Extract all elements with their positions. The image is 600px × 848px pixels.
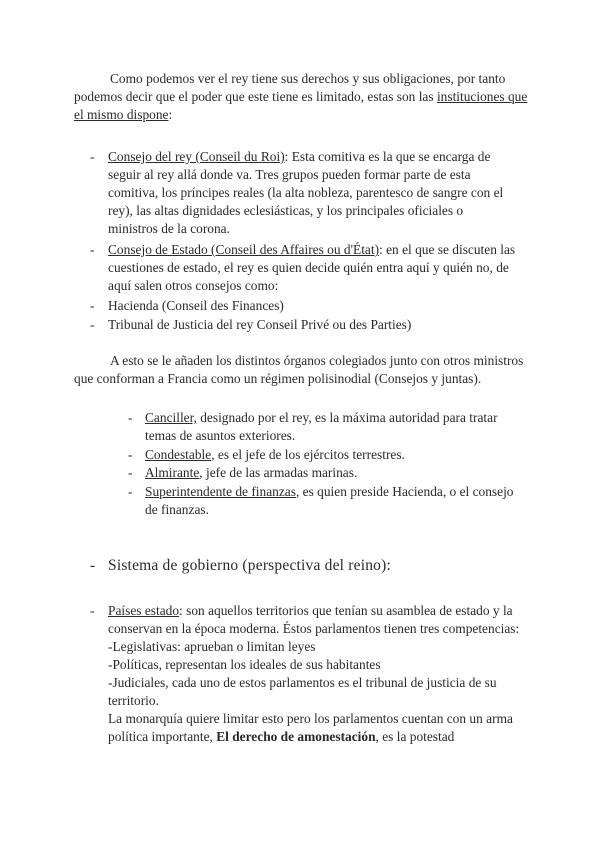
list-item-tribunal [108, 316, 528, 334]
list-dash: - [90, 298, 95, 313]
list-item-consejo-del-rey [108, 148, 513, 238]
closing-text: La monarquía quiere limitar esto pero los parlamentos cuentan con un arma política importante, [108, 711, 513, 744]
list-dash: - [128, 465, 133, 480]
closing-bold-term: El derecho de amonestación [216, 729, 376, 744]
list-item-text: : Esta comitiva es la que se encarga de seguir al rey allá donde va. Tres grupos pueden formar parte de esta comitiva, los príncipes reales (la alta nobleza, parentesco de sangre con el rey), las altas dignidades eclesiásticas, y los principales oficiales o ministros de la corona. [108, 149, 504, 236]
intro-end: : [168, 107, 173, 122]
list-item-text: designado por el rey, es la máxima autoridad para tratar temas de asuntos exteriores. [145, 410, 498, 443]
list-item-text: , es el jefe de los ejércitos terrestres. [211, 447, 405, 462]
list-item-text: Tribunal de Justicia del rey Conseil Privé ou des Parties) [108, 317, 412, 332]
list-item-text: : en el que se discuten las cuestiones de estado, el rey es quien decide quién entra aquí y quién no, de aquí salen otros consejos como: [108, 242, 516, 293]
list-item-condestable [145, 446, 525, 464]
polisinodial-paragraph: A esto se le añaden los distintos órganos colegiados junto con otros ministros que conforman a Francia como un régimen polisinodial (Consejos y juntas). [74, 353, 524, 386]
list-item-term: Canciller, [145, 410, 197, 425]
section-heading: Sistema de gobierno (perspectiva del reino): [108, 557, 391, 574]
list-item-almirante [145, 464, 525, 482]
list-item-canciller [145, 409, 525, 445]
list-item-consejo-de-estado [108, 241, 518, 295]
list-dash: - [90, 317, 95, 332]
list-item-text: Hacienda (Conseil des Finances) [108, 298, 284, 313]
list-dash: - [90, 149, 95, 164]
list-item-term: Consejo de Estado (Conseil des Affaires ou d'État) [108, 242, 380, 257]
intro-underlined-phrase: instituciones que el mismo dispone [74, 89, 528, 122]
list-item-term: Almirante [145, 465, 200, 480]
list-item-term: Condestable [145, 447, 212, 462]
competency-line: -Legislativas: aprueban o limitan leyes [108, 639, 316, 654]
closing-end: , es la potestad [375, 729, 455, 744]
heading-dash: - [90, 557, 96, 574]
list-dash: - [128, 447, 133, 462]
list-dash: - [128, 410, 133, 425]
competency-line: -Políticas, representan los ideales de sus habitantes [108, 657, 381, 672]
list-item-term: Países estado [108, 603, 180, 618]
list-dash: - [90, 242, 95, 257]
intro-paragraph [74, 70, 529, 124]
list-item-paises-estado [108, 602, 533, 746]
competency-line: -Judiciales, cada uno de estos parlamentos es el tribunal de justicia de su territorio. [108, 675, 497, 708]
list-item-term: Consejo del rey (Conseil du Roi) [108, 149, 285, 164]
list-item-term: Superintendente de finanzas [145, 484, 296, 499]
paises-intro [108, 602, 533, 638]
list-item-text: , jefe de las armadas marinas. [199, 465, 358, 480]
list-item-text: : son aquellos territorios que tenían su asamblea de estado y la conservan en la época moderna. Éstos parlamentos tienen tres competencias: [108, 603, 520, 636]
closing-paragraph [108, 710, 533, 746]
list-item-superintendente [145, 483, 515, 519]
list-dash: - [128, 484, 133, 499]
list-item-text: , es quien preside Hacienda, o el consejo de finanzas. [145, 484, 514, 517]
intro-text: Como podemos ver el rey tiene sus derechos y sus obligaciones, por tanto podemos decir que el poder que este tiene es limitado, estas son las [74, 71, 506, 104]
list-item-hacienda [108, 297, 528, 315]
list-dash: - [90, 603, 95, 618]
